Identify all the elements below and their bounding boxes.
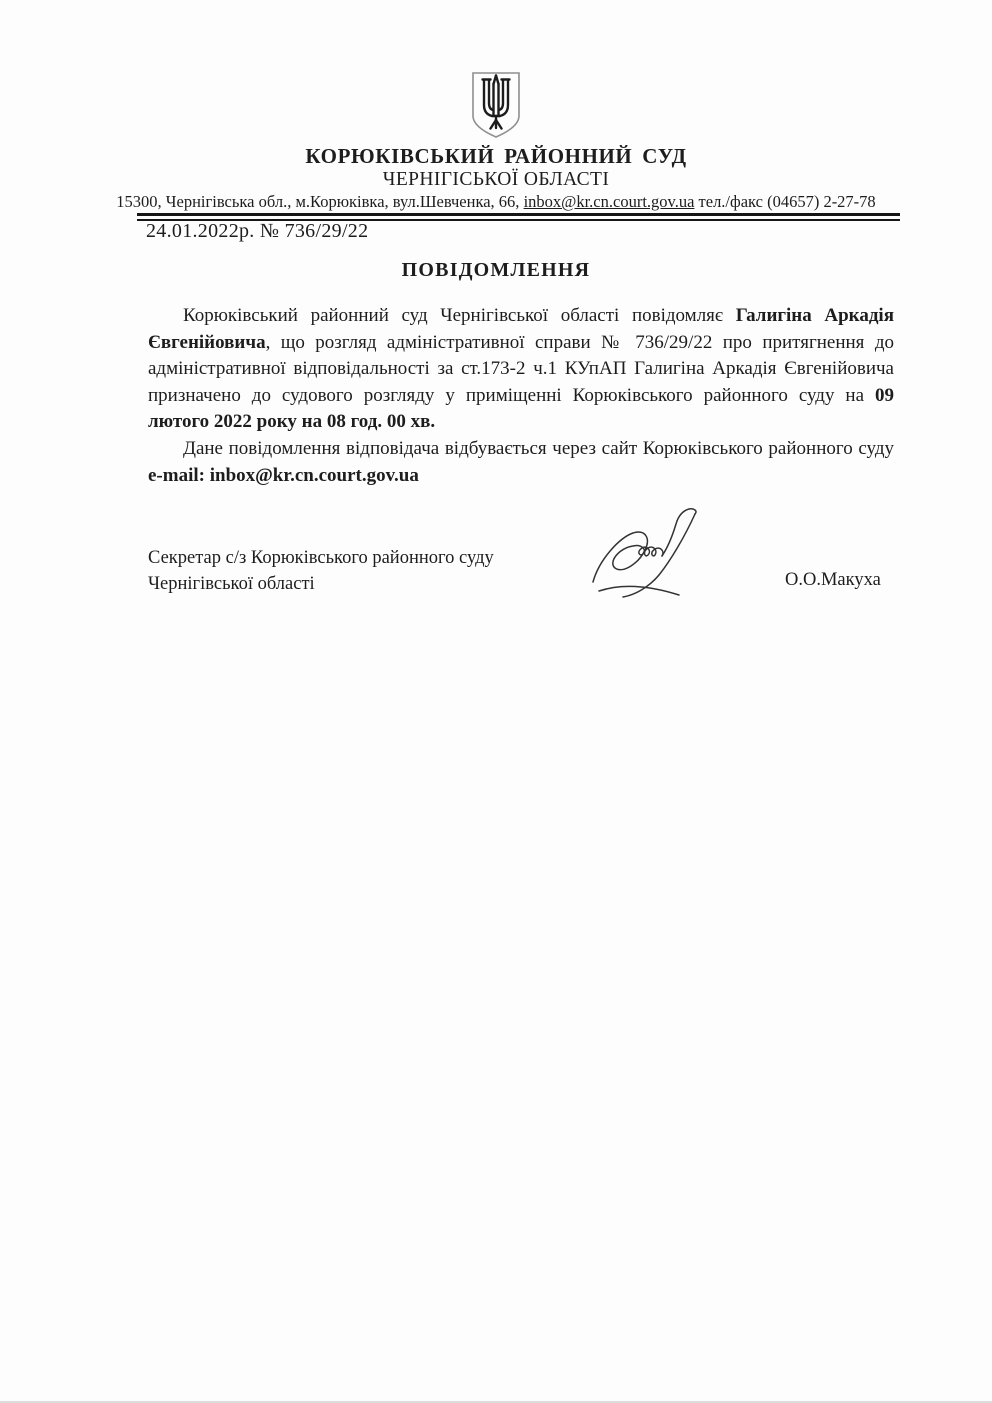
para2-email: e-mail: inbox@kr.cn.court.gov.ua <box>148 464 419 486</box>
signatory-role-line2: Чернігівської області <box>148 573 315 594</box>
para2-text-1: Дане повідомлення відповідача відбувається через сайт Корюківського районного суду <box>183 437 894 459</box>
court-address-line <box>0 192 992 212</box>
para1-text-2: , що розгляд адміністративної справи № 736/29/22 про притягнення до адміністративної відповідальності за ст.173-2 ч.1 КУпАП Галигіна Аркадія Євгенійовича призначено до судового розгляду у приміщенні Корюківського районного суду на <box>148 331 894 406</box>
paragraph-1 <box>148 303 894 436</box>
paragraph-2 <box>148 436 894 489</box>
document-title: ПОВІДОМЛЕННЯ <box>401 259 591 281</box>
court-region: ЧЕРНІГІСЬКОЇ ОБЛАСТІ <box>382 169 610 190</box>
reference-date-number: 24.01.2022р. № 736/29/22 <box>146 220 369 242</box>
signatory-role <box>148 546 494 597</box>
signatory-role-line1: Секретар с/з Корюківського районного суду <box>148 548 494 568</box>
para1-defendant-name: Галигіна Аркадія Євгенійовича <box>148 305 894 353</box>
signatory-name: О.О.Макуха <box>785 570 881 590</box>
address-text: 15300, Чернігівська обл., м.Корюківка, вул.Шевченка, 66, <box>116 192 524 211</box>
para1-hearing-datetime: 09 лютого 2022 року на 08 год. 00 хв. <box>148 384 894 433</box>
court-name: КОРЮКІВСЬКИЙ РАЙОННИЙ СУД <box>305 144 687 168</box>
ukraine-trident-emblem-icon <box>470 71 522 139</box>
handwritten-signature <box>583 496 723 604</box>
document-body <box>148 303 894 489</box>
phone-fax-text: тел./факс (04657) 2-27-78 <box>694 192 876 211</box>
para1-text-1: Корюківський районний суд Чернігівської області повідомляє <box>183 305 736 326</box>
email-link: inbox@kr.cn.court.gov.ua <box>523 192 695 211</box>
